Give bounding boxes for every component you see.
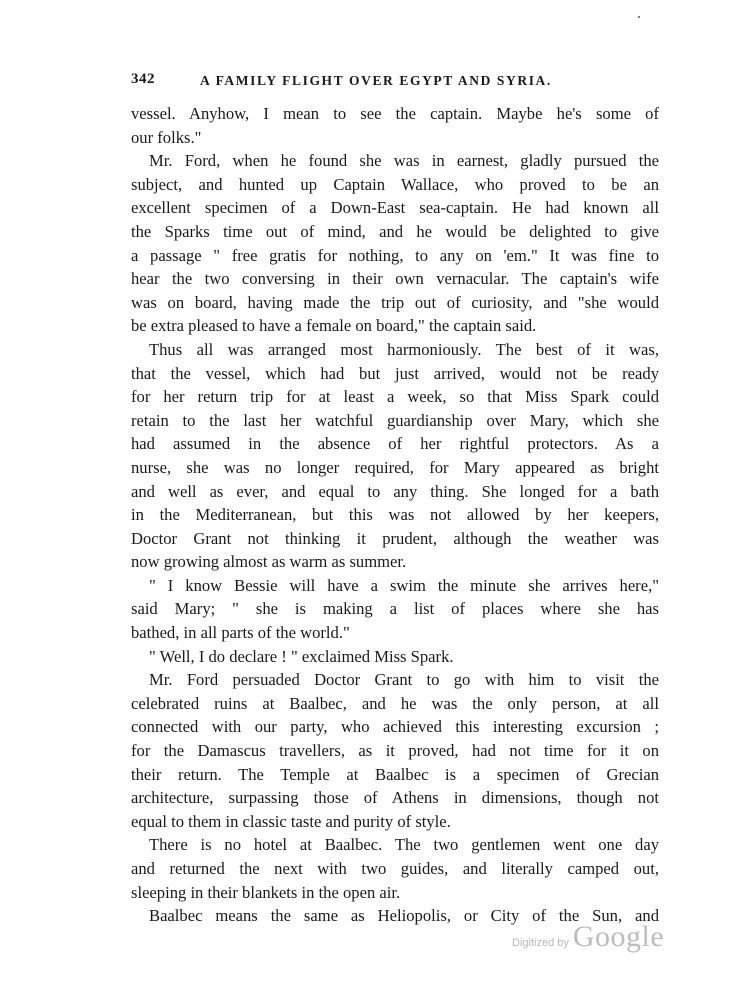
text-line: " Well, I do declare ! " exclaimed Miss Spark. xyxy=(149,646,454,666)
text-line: Mr. Ford, when he found she was in earnest, gladly pursued the xyxy=(149,151,659,171)
text-line: Mr. Ford persuaded Doctor Grant to go with him to visit the xyxy=(149,670,659,690)
text-line: our folks." xyxy=(131,127,202,147)
text-line: architecture, surpassing those of Athens in dimensions, though not xyxy=(131,788,659,808)
page-number: 342 xyxy=(131,71,155,87)
text-line: bathed, in all parts of the world." xyxy=(131,623,350,643)
body-text xyxy=(131,102,659,928)
text-line: celebrated ruins at Baalbec, and he was the only person, at all xyxy=(131,693,659,713)
digitized-by-label: Digitized by xyxy=(512,937,569,949)
text-line: in the Mediterranean, but this was not allowed by her keepers, xyxy=(131,505,659,525)
text-line: their return. The Temple at Baalbec is a specimen of Grecian xyxy=(131,764,659,784)
text-line: Baalbec means the same as Heliopolis, or City of the Sun, and xyxy=(149,906,659,926)
text-line: hear the two conversing in their own vernacular. The captain's wife xyxy=(131,269,659,289)
text-line: had assumed in the absence of her rightful protectors. As a xyxy=(131,434,659,454)
text-line: a passage " free gratis for nothing, to any on 'em." It was fine to xyxy=(131,245,659,265)
text-line: that the vessel, which had but just arrived, would not be ready xyxy=(131,363,659,383)
text-line: excellent specimen of a Down-East sea-captain. He had known all xyxy=(131,198,659,218)
text-line: retain to the last her watchful guardianship over Mary, which she xyxy=(131,410,659,430)
text-line: There is no hotel at Baalbec. The two gentlemen went one day xyxy=(149,835,659,855)
text-line: and well as ever, and equal to any thing. She longed for a bath xyxy=(131,481,659,501)
text-line: and returned the next with two guides, and literally camped out, xyxy=(131,859,659,878)
text-line: now growing almost as warm as summer. xyxy=(131,552,407,572)
scan-speck xyxy=(638,16,640,18)
google-logo: Google xyxy=(572,920,665,953)
text-line: for her return trip for at least a week, so that Miss Spark could xyxy=(131,387,659,407)
text-line: sleeping in their blankets in the open air. xyxy=(131,882,401,902)
text-line: Thus all was arranged most harmoniously. The best of it was, xyxy=(149,339,659,359)
text-line: said Mary; " she is making a list of places where she has xyxy=(131,599,659,619)
text-line: vessel. Anyhow, I mean to see the captain. Maybe he's some of xyxy=(131,104,659,123)
text-line: Doctor Grant not thinking it prudent, although the weather was xyxy=(131,528,659,548)
text-line: nurse, she was no longer required, for Mary appeared as bright xyxy=(131,457,659,477)
text-line: be extra pleased to have a female on board," the captain said. xyxy=(131,316,537,336)
text-line: was on board, having made the trip out of curiosity, and "she would xyxy=(131,292,659,312)
text-line: " I know Bessie will have a swim the minute she arrives here," xyxy=(149,575,659,595)
text-line: equal to them in classic taste and purity of style. xyxy=(131,811,451,831)
text-line: connected with our party, who achieved this interesting excursion ; xyxy=(131,717,659,737)
google-watermark xyxy=(512,920,664,954)
text-line: the Sparks time out of mind, and he would be delighted to give xyxy=(131,221,659,241)
running-head: A FAMILY FLIGHT OVER EGYPT AND SYRIA. xyxy=(200,73,552,88)
text-line: for the Damascus travellers, as it proved, had not time for it on xyxy=(131,741,659,761)
text-line: subject, and hunted up Captain Wallace, who proved to be an xyxy=(131,174,659,194)
